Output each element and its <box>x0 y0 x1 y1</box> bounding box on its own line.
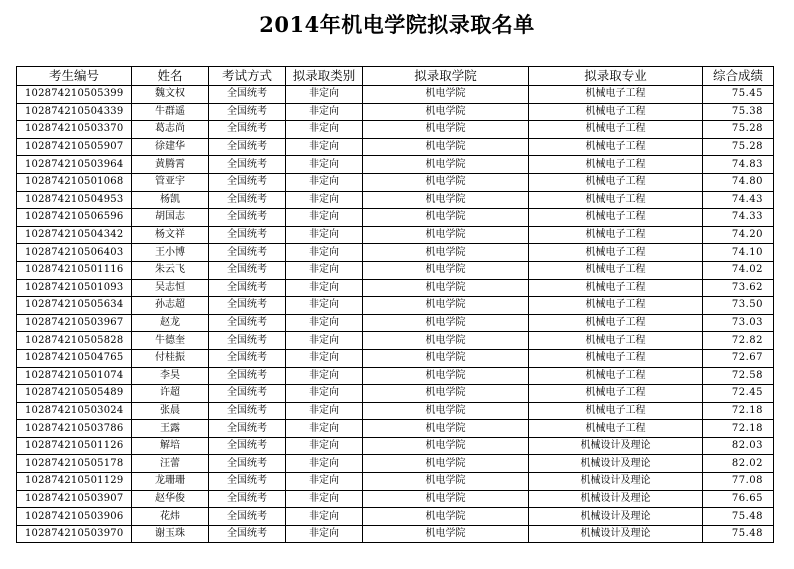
cell-score: 74.43 <box>703 191 774 209</box>
cell-college: 机电学院 <box>363 437 529 455</box>
table-row <box>17 385 774 403</box>
cell-score: 82.03 <box>703 437 774 455</box>
cell-college: 机电学院 <box>363 402 529 420</box>
cell-candidate-id: 102874210505634 <box>17 297 132 315</box>
cell-major: 机械电子工程 <box>529 244 703 262</box>
cell-college: 机电学院 <box>363 332 529 350</box>
cell-admission-type: 非定向 <box>286 473 363 491</box>
cell-name: 徐建华 <box>132 138 209 156</box>
cell-exam-mode: 全国统考 <box>209 297 286 315</box>
cell-major: 机械设计及理论 <box>529 455 703 473</box>
cell-candidate-id: 102874210505399 <box>17 86 132 104</box>
table-row <box>17 297 774 315</box>
cell-name: 朱云飞 <box>132 261 209 279</box>
cell-college: 机电学院 <box>363 385 529 403</box>
cell-score: 75.28 <box>703 121 774 139</box>
cell-admission-type: 非定向 <box>286 138 363 156</box>
cell-exam-mode: 全国统考 <box>209 226 286 244</box>
cell-candidate-id: 102874210501093 <box>17 279 132 297</box>
cell-score: 82.02 <box>703 455 774 473</box>
cell-candidate-id: 102874210504339 <box>17 103 132 121</box>
cell-admission-type: 非定向 <box>286 402 363 420</box>
cell-exam-mode: 全国统考 <box>209 332 286 350</box>
cell-candidate-id: 102874210503907 <box>17 490 132 508</box>
cell-score: 72.67 <box>703 349 774 367</box>
cell-candidate-id: 102874210504953 <box>17 191 132 209</box>
cell-name: 李昊 <box>132 367 209 385</box>
cell-exam-mode: 全国统考 <box>209 86 286 104</box>
cell-exam-mode: 全国统考 <box>209 103 286 121</box>
cell-college: 机电学院 <box>363 261 529 279</box>
table-row <box>17 314 774 332</box>
cell-name: 魏文权 <box>132 86 209 104</box>
table-row <box>17 261 774 279</box>
cell-major: 机械设计及理论 <box>529 508 703 526</box>
cell-admission-type: 非定向 <box>286 314 363 332</box>
cell-exam-mode: 全国统考 <box>209 279 286 297</box>
header-admission-type: 拟录取类别 <box>286 67 363 86</box>
table-row <box>17 103 774 121</box>
cell-major: 机械电子工程 <box>529 349 703 367</box>
cell-college: 机电学院 <box>363 420 529 438</box>
cell-college: 机电学院 <box>363 490 529 508</box>
cell-admission-type: 非定向 <box>286 385 363 403</box>
cell-name: 吴志恒 <box>132 279 209 297</box>
cell-college: 机电学院 <box>363 244 529 262</box>
cell-score: 73.03 <box>703 314 774 332</box>
table-row <box>17 455 774 473</box>
cell-college: 机电学院 <box>363 138 529 156</box>
cell-name: 许超 <box>132 385 209 403</box>
admission-table <box>16 66 774 543</box>
table-row <box>17 279 774 297</box>
cell-admission-type: 非定向 <box>286 103 363 121</box>
cell-exam-mode: 全国统考 <box>209 525 286 543</box>
table-row <box>17 332 774 350</box>
cell-score: 72.45 <box>703 385 774 403</box>
cell-score: 73.50 <box>703 297 774 315</box>
cell-exam-mode: 全国统考 <box>209 261 286 279</box>
table-row <box>17 191 774 209</box>
cell-score: 74.83 <box>703 156 774 174</box>
header-college: 拟录取学院 <box>363 67 529 86</box>
cell-admission-type: 非定向 <box>286 297 363 315</box>
cell-name: 杨凯 <box>132 191 209 209</box>
cell-major: 机械电子工程 <box>529 385 703 403</box>
cell-admission-type: 非定向 <box>286 349 363 367</box>
cell-admission-type: 非定向 <box>286 490 363 508</box>
cell-name: 张晨 <box>132 402 209 420</box>
table-row <box>17 402 774 420</box>
cell-score: 76.65 <box>703 490 774 508</box>
cell-name: 付桂振 <box>132 349 209 367</box>
header-candidate-id: 考生编号 <box>17 67 132 86</box>
cell-name: 黄腾霄 <box>132 156 209 174</box>
cell-candidate-id: 102874210501074 <box>17 367 132 385</box>
cell-exam-mode: 全国统考 <box>209 437 286 455</box>
cell-exam-mode: 全国统考 <box>209 473 286 491</box>
cell-name: 胡国志 <box>132 209 209 227</box>
cell-name: 解培 <box>132 437 209 455</box>
cell-candidate-id: 102874210506596 <box>17 209 132 227</box>
cell-major: 机械电子工程 <box>529 402 703 420</box>
cell-major: 机械电子工程 <box>529 261 703 279</box>
cell-candidate-id: 102874210503970 <box>17 525 132 543</box>
cell-candidate-id: 102874210505489 <box>17 385 132 403</box>
cell-college: 机电学院 <box>363 226 529 244</box>
cell-major: 机械电子工程 <box>529 209 703 227</box>
cell-candidate-id: 102874210503964 <box>17 156 132 174</box>
table-row <box>17 226 774 244</box>
table-row <box>17 525 774 543</box>
cell-score: 72.18 <box>703 420 774 438</box>
cell-score: 75.45 <box>703 86 774 104</box>
cell-admission-type: 非定向 <box>286 209 363 227</box>
cell-score: 77.08 <box>703 473 774 491</box>
cell-score: 72.58 <box>703 367 774 385</box>
cell-candidate-id: 102874210501068 <box>17 173 132 191</box>
table-row <box>17 437 774 455</box>
cell-exam-mode: 全国统考 <box>209 138 286 156</box>
cell-exam-mode: 全国统考 <box>209 156 286 174</box>
cell-candidate-id: 102874210503370 <box>17 121 132 139</box>
cell-admission-type: 非定向 <box>286 508 363 526</box>
table-row <box>17 508 774 526</box>
cell-score: 74.33 <box>703 209 774 227</box>
cell-admission-type: 非定向 <box>286 156 363 174</box>
table-row <box>17 121 774 139</box>
cell-candidate-id: 102874210503786 <box>17 420 132 438</box>
table-row <box>17 138 774 156</box>
table-row <box>17 367 774 385</box>
cell-candidate-id: 102874210504765 <box>17 349 132 367</box>
table-row <box>17 209 774 227</box>
cell-exam-mode: 全国统考 <box>209 173 286 191</box>
table-row <box>17 490 774 508</box>
cell-name: 管亚宇 <box>132 173 209 191</box>
cell-admission-type: 非定向 <box>286 455 363 473</box>
header-major: 拟录取专业 <box>529 67 703 86</box>
cell-name: 王小博 <box>132 244 209 262</box>
cell-major: 机械电子工程 <box>529 332 703 350</box>
cell-college: 机电学院 <box>363 279 529 297</box>
cell-name: 花炜 <box>132 508 209 526</box>
cell-candidate-id: 102874210501129 <box>17 473 132 491</box>
cell-candidate-id: 102874210501116 <box>17 261 132 279</box>
cell-college: 机电学院 <box>363 156 529 174</box>
cell-major: 机械设计及理论 <box>529 525 703 543</box>
cell-major: 机械电子工程 <box>529 121 703 139</box>
cell-admission-type: 非定向 <box>286 226 363 244</box>
cell-candidate-id: 102874210505907 <box>17 138 132 156</box>
cell-exam-mode: 全国统考 <box>209 402 286 420</box>
cell-college: 机电学院 <box>363 103 529 121</box>
cell-candidate-id: 102874210503967 <box>17 314 132 332</box>
cell-admission-type: 非定向 <box>286 332 363 350</box>
cell-major: 机械电子工程 <box>529 314 703 332</box>
cell-college: 机电学院 <box>363 209 529 227</box>
cell-exam-mode: 全国统考 <box>209 508 286 526</box>
cell-candidate-id: 102874210503024 <box>17 402 132 420</box>
cell-admission-type: 非定向 <box>286 367 363 385</box>
cell-major: 机械电子工程 <box>529 86 703 104</box>
cell-score: 72.82 <box>703 332 774 350</box>
cell-college: 机电学院 <box>363 173 529 191</box>
cell-name: 汪蕾 <box>132 455 209 473</box>
cell-admission-type: 非定向 <box>286 86 363 104</box>
cell-exam-mode: 全国统考 <box>209 349 286 367</box>
cell-candidate-id: 102874210506403 <box>17 244 132 262</box>
cell-name: 牛群遥 <box>132 103 209 121</box>
cell-major: 机械电子工程 <box>529 420 703 438</box>
cell-admission-type: 非定向 <box>286 279 363 297</box>
cell-major: 机械设计及理论 <box>529 473 703 491</box>
header-exam-mode: 考试方式 <box>209 67 286 86</box>
cell-candidate-id: 102874210504342 <box>17 226 132 244</box>
cell-score: 75.48 <box>703 508 774 526</box>
table-header-row <box>17 67 774 86</box>
cell-admission-type: 非定向 <box>286 191 363 209</box>
cell-college: 机电学院 <box>363 86 529 104</box>
cell-score: 74.10 <box>703 244 774 262</box>
cell-major: 机械电子工程 <box>529 226 703 244</box>
cell-candidate-id: 102874210505178 <box>17 455 132 473</box>
page-title: 2014年机电学院拟录取名单 <box>259 12 535 37</box>
table-body <box>17 86 774 543</box>
cell-admission-type: 非定向 <box>286 261 363 279</box>
header-name: 姓名 <box>132 67 209 86</box>
cell-exam-mode: 全国统考 <box>209 367 286 385</box>
cell-name: 孙志超 <box>132 297 209 315</box>
cell-candidate-id: 102874210505828 <box>17 332 132 350</box>
cell-score: 74.80 <box>703 173 774 191</box>
cell-name: 赵华俊 <box>132 490 209 508</box>
table-row <box>17 473 774 491</box>
cell-major: 机械设计及理论 <box>529 490 703 508</box>
cell-score: 75.48 <box>703 525 774 543</box>
cell-major: 机械电子工程 <box>529 191 703 209</box>
cell-name: 葛志尚 <box>132 121 209 139</box>
cell-college: 机电学院 <box>363 525 529 543</box>
cell-admission-type: 非定向 <box>286 525 363 543</box>
cell-college: 机电学院 <box>363 473 529 491</box>
cell-exam-mode: 全国统考 <box>209 314 286 332</box>
cell-admission-type: 非定向 <box>286 173 363 191</box>
cell-college: 机电学院 <box>363 314 529 332</box>
cell-major: 机械电子工程 <box>529 138 703 156</box>
cell-score: 74.20 <box>703 226 774 244</box>
cell-college: 机电学院 <box>363 297 529 315</box>
cell-exam-mode: 全国统考 <box>209 244 286 262</box>
cell-name: 龙珊珊 <box>132 473 209 491</box>
cell-college: 机电学院 <box>363 191 529 209</box>
cell-name: 杨文祥 <box>132 226 209 244</box>
cell-exam-mode: 全国统考 <box>209 490 286 508</box>
cell-major: 机械设计及理论 <box>529 437 703 455</box>
cell-exam-mode: 全国统考 <box>209 191 286 209</box>
cell-major: 机械电子工程 <box>529 103 703 121</box>
cell-candidate-id: 102874210503906 <box>17 508 132 526</box>
cell-score: 75.38 <box>703 103 774 121</box>
cell-major: 机械电子工程 <box>529 173 703 191</box>
cell-score: 73.62 <box>703 279 774 297</box>
cell-major: 机械电子工程 <box>529 279 703 297</box>
cell-exam-mode: 全国统考 <box>209 420 286 438</box>
cell-score: 74.02 <box>703 261 774 279</box>
table-row <box>17 86 774 104</box>
cell-name: 牛德奎 <box>132 332 209 350</box>
cell-name: 谢玉珠 <box>132 525 209 543</box>
cell-name: 赵龙 <box>132 314 209 332</box>
cell-admission-type: 非定向 <box>286 121 363 139</box>
cell-admission-type: 非定向 <box>286 244 363 262</box>
cell-score: 75.28 <box>703 138 774 156</box>
table-row <box>17 156 774 174</box>
cell-major: 机械电子工程 <box>529 297 703 315</box>
table-row <box>17 349 774 367</box>
cell-major: 机械电子工程 <box>529 156 703 174</box>
cell-admission-type: 非定向 <box>286 420 363 438</box>
cell-college: 机电学院 <box>363 121 529 139</box>
cell-admission-type: 非定向 <box>286 437 363 455</box>
cell-major: 机械电子工程 <box>529 367 703 385</box>
cell-college: 机电学院 <box>363 508 529 526</box>
cell-exam-mode: 全国统考 <box>209 455 286 473</box>
cell-exam-mode: 全国统考 <box>209 121 286 139</box>
cell-college: 机电学院 <box>363 455 529 473</box>
table-row <box>17 420 774 438</box>
cell-candidate-id: 102874210501126 <box>17 437 132 455</box>
table-row <box>17 244 774 262</box>
table-row <box>17 173 774 191</box>
cell-college: 机电学院 <box>363 349 529 367</box>
cell-exam-mode: 全国统考 <box>209 209 286 227</box>
header-score: 综合成绩 <box>703 67 774 86</box>
cell-exam-mode: 全国统考 <box>209 385 286 403</box>
cell-college: 机电学院 <box>363 367 529 385</box>
cell-score: 72.18 <box>703 402 774 420</box>
cell-name: 王露 <box>132 420 209 438</box>
